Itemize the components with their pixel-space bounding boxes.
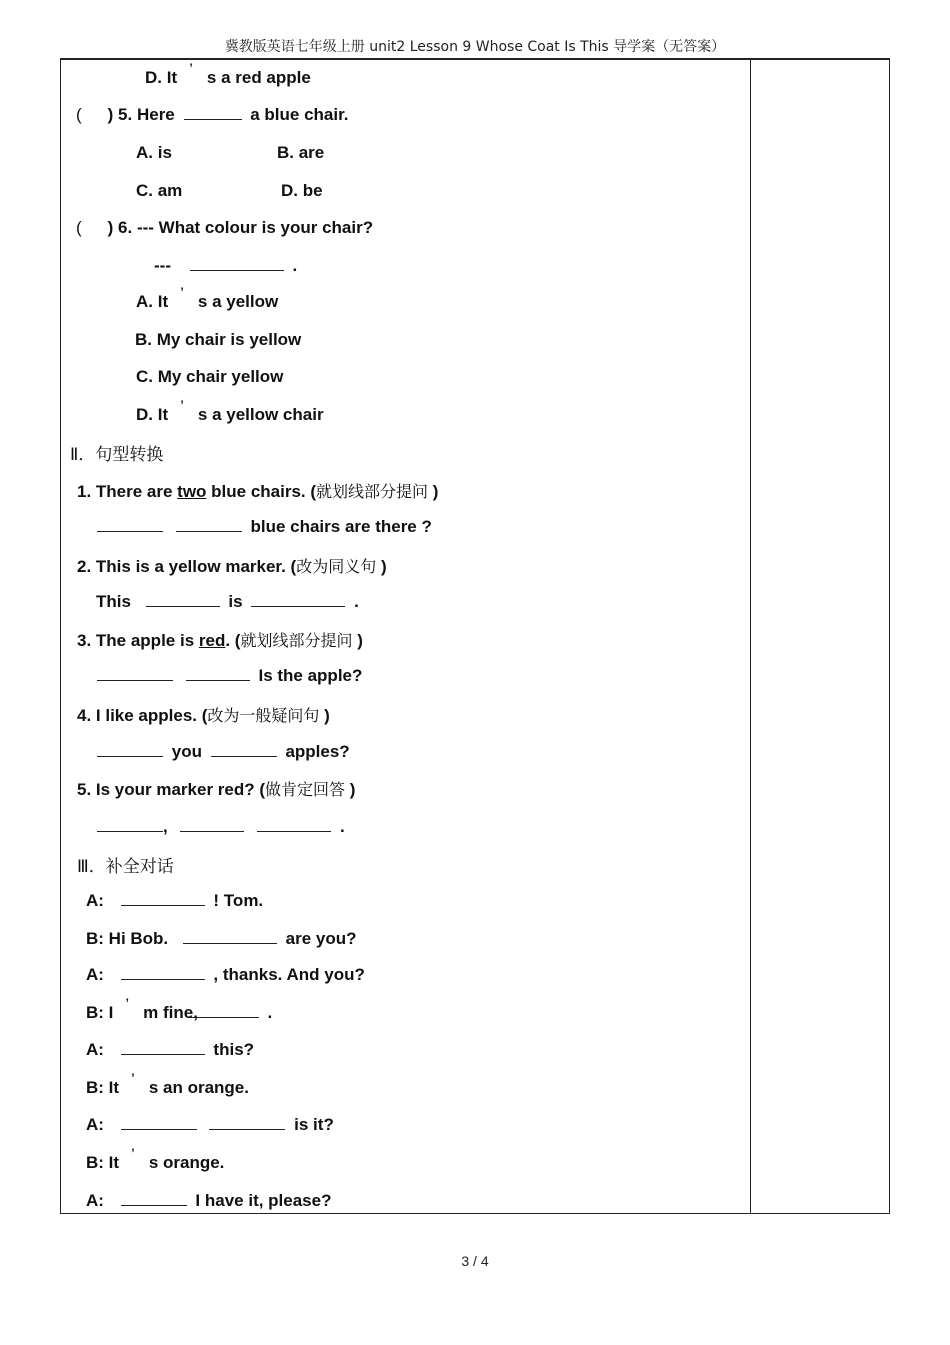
answer-blank[interactable] bbox=[180, 817, 244, 832]
answer-blank[interactable] bbox=[97, 517, 163, 532]
column-divider bbox=[750, 58, 751, 1214]
question-5: ( ) 5. Here a blue chair. bbox=[76, 105, 349, 124]
answer-blank[interactable] bbox=[183, 929, 277, 944]
answer-blank[interactable] bbox=[121, 1191, 187, 1206]
transform-4: 4. I like apples. (改为一般疑问句 ) bbox=[77, 706, 330, 725]
answer-blank[interactable] bbox=[189, 1003, 259, 1018]
answer-blank[interactable] bbox=[184, 105, 242, 120]
document-header: 冀教版英语七年级上册 unit2 Lesson 9 Whose Coat Is This 导学案（无答案） bbox=[224, 39, 726, 55]
dialogue-line-6: B: It ’ s an orange. bbox=[86, 1070, 249, 1097]
answer-blank[interactable] bbox=[121, 1115, 197, 1130]
q6-option-c: C. My chair yellow bbox=[136, 367, 284, 386]
q4-option-d: D. It ’ s a red apple bbox=[145, 60, 311, 87]
q5-option-d: D. be bbox=[281, 181, 323, 200]
q6-option-a: A. It ’ s a yellow bbox=[136, 284, 279, 311]
transform-2: 2. This is a yellow marker. (改为同义句 ) bbox=[77, 557, 387, 576]
q5-option-a: A. is bbox=[136, 143, 172, 162]
dialogue-line-3: A: , thanks. And you? bbox=[86, 965, 365, 984]
answer-blank[interactable] bbox=[121, 891, 205, 906]
transform-1-answer: blue chairs are there ? bbox=[97, 517, 432, 537]
answer-blank[interactable] bbox=[211, 742, 277, 757]
transform-5: 5. Is your marker red? (做肯定回答 ) bbox=[77, 780, 356, 799]
q6-option-b: B. My chair is yellow bbox=[135, 330, 302, 349]
answer-blank[interactable] bbox=[176, 517, 242, 532]
q5-option-c: C. am bbox=[136, 181, 183, 200]
transform-3-answer: Is the apple? bbox=[97, 666, 362, 686]
answer-blank[interactable] bbox=[190, 256, 284, 271]
answer-blank[interactable] bbox=[251, 592, 345, 607]
q6-option-d: D. It ’ s a yellow chair bbox=[136, 397, 324, 424]
dialogue-line-7: A: is it? bbox=[86, 1115, 334, 1134]
answer-blank[interactable] bbox=[186, 666, 250, 681]
section-3-title: Ⅲ．补全对话 bbox=[77, 857, 174, 877]
question-6: ( ) 6. --- What colour is your chair? bbox=[76, 218, 374, 237]
answer-blank[interactable] bbox=[97, 666, 173, 681]
q6-answer-line: --- . bbox=[154, 256, 298, 275]
header-rule bbox=[60, 58, 890, 60]
page-number: 3 / 4 bbox=[461, 1253, 489, 1269]
transform-3: 3. The apple is red. (就划线部分提问 ) bbox=[77, 631, 363, 650]
dialogue-line-1: A: ! Tom. bbox=[86, 891, 264, 910]
section-2-title: Ⅱ．句型转换 bbox=[70, 445, 164, 465]
transform-1: 1. There are two blue chairs. (就划线部分提问 ) bbox=[77, 482, 439, 501]
answer-blank[interactable] bbox=[97, 742, 163, 757]
transform-5-answer: , . bbox=[97, 817, 345, 837]
answer-blank[interactable] bbox=[121, 965, 205, 980]
answer-blank[interactable] bbox=[146, 592, 220, 607]
q5-option-b: B. are bbox=[277, 143, 325, 162]
answer-blank[interactable] bbox=[209, 1115, 285, 1130]
dialogue-line-9: A: I have it, please? bbox=[86, 1191, 332, 1210]
dialogue-line-5: A: this? bbox=[86, 1040, 255, 1059]
answer-blank[interactable] bbox=[97, 817, 163, 832]
dialogue-line-2: B: Hi Bob. are you? bbox=[86, 929, 357, 948]
dialogue-line-8: B: It ’ s orange. bbox=[86, 1145, 225, 1172]
transform-2-answer: This is . bbox=[96, 592, 359, 611]
transform-4-answer: you apples? bbox=[97, 742, 350, 762]
answer-blank[interactable] bbox=[121, 1040, 205, 1055]
answer-blank[interactable] bbox=[257, 817, 331, 832]
dialogue-line-4: B: I ’ m fine, . bbox=[86, 995, 273, 1022]
